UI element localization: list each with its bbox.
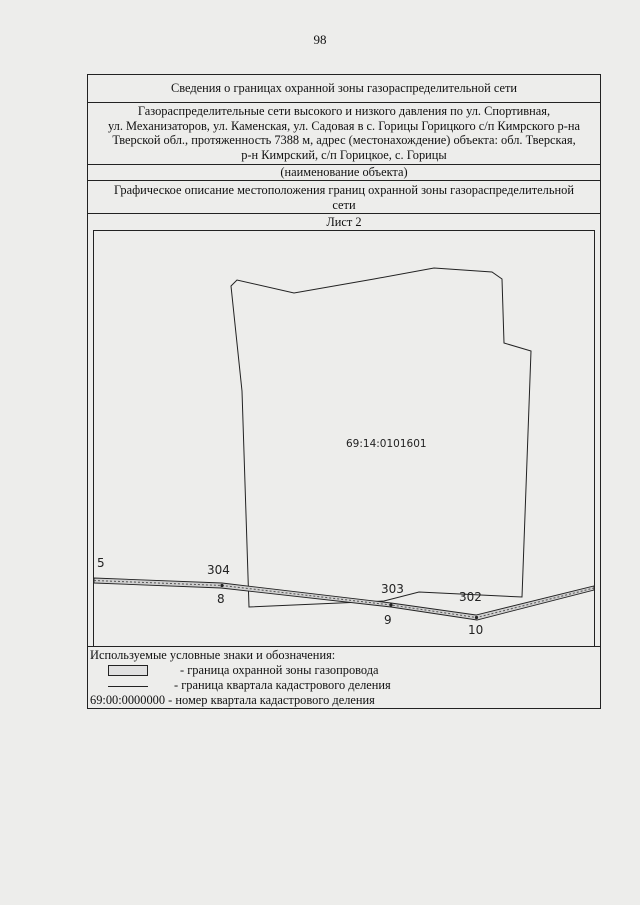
cadastral-map (93, 230, 595, 646)
legend-heading: Используемые условные знаки и обозначения: (90, 648, 336, 662)
legend-item-zone (90, 663, 600, 678)
sheet-label: Лист 2 (326, 215, 362, 229)
point-label-9: 9 (384, 613, 392, 627)
description-line: сети (332, 197, 356, 212)
quarter-boundary-symbol-icon (108, 686, 148, 687)
legend-text: - граница охранной зоны газопровода (180, 663, 379, 677)
object-line: р-н Кимрский, с/п Горицкое, с. Горицы (241, 147, 447, 162)
legend-item-quarter-number (90, 693, 600, 708)
point-label-5: 5 (97, 556, 105, 570)
boundary-info-form (87, 74, 601, 709)
vertex-marker-9 (389, 603, 392, 606)
vertex-marker-10 (475, 616, 478, 619)
page-number: 98 (313, 32, 327, 47)
graphic-description-heading (88, 181, 600, 214)
point-label-8: 8 (217, 592, 225, 606)
description-line: Графическое описание местоположения границ охранной зоны газораспределительной (114, 183, 574, 197)
quarter-number-label: 69:14:0101601 (346, 438, 427, 450)
point-label-303: 303 (381, 582, 404, 596)
map-drawing (94, 231, 596, 647)
zone-boundary-symbol-icon (108, 665, 148, 676)
object-caption: (наименование объекта) (88, 165, 600, 181)
point-label-302: 302 (459, 590, 482, 604)
object-line: Газораспределительные сети высокого и низкого давления по ул. Спортивная, (137, 104, 551, 118)
point-label-10: 10 (468, 623, 484, 637)
quarter-number-description: - номер квартала кадастрового деления (165, 693, 375, 707)
legend (88, 646, 600, 708)
object-description (88, 103, 600, 165)
object-line: Тверской обл., протяженность 7388 м, адрес (местонахождение) объекта: обл. Тверская, (112, 133, 576, 147)
legend-item-quarter-boundary (90, 678, 600, 693)
vertex-marker-8 (220, 584, 223, 587)
quarter-number-sample: 69:00:0000000 (90, 693, 166, 707)
protection-zone-band (94, 578, 594, 620)
legend-text: - граница квартала кадастрового деления (174, 678, 391, 692)
legend-text (90, 693, 375, 708)
point-label-304: 304 (207, 563, 230, 577)
object-line: ул. Механизаторов, ул. Каменская, ул. Садовая в с. Горицы Горицкого с/п Кимрского р-на (108, 118, 580, 133)
form-title: Сведения о границах охранной зоны газораспределительной сети (88, 75, 600, 103)
